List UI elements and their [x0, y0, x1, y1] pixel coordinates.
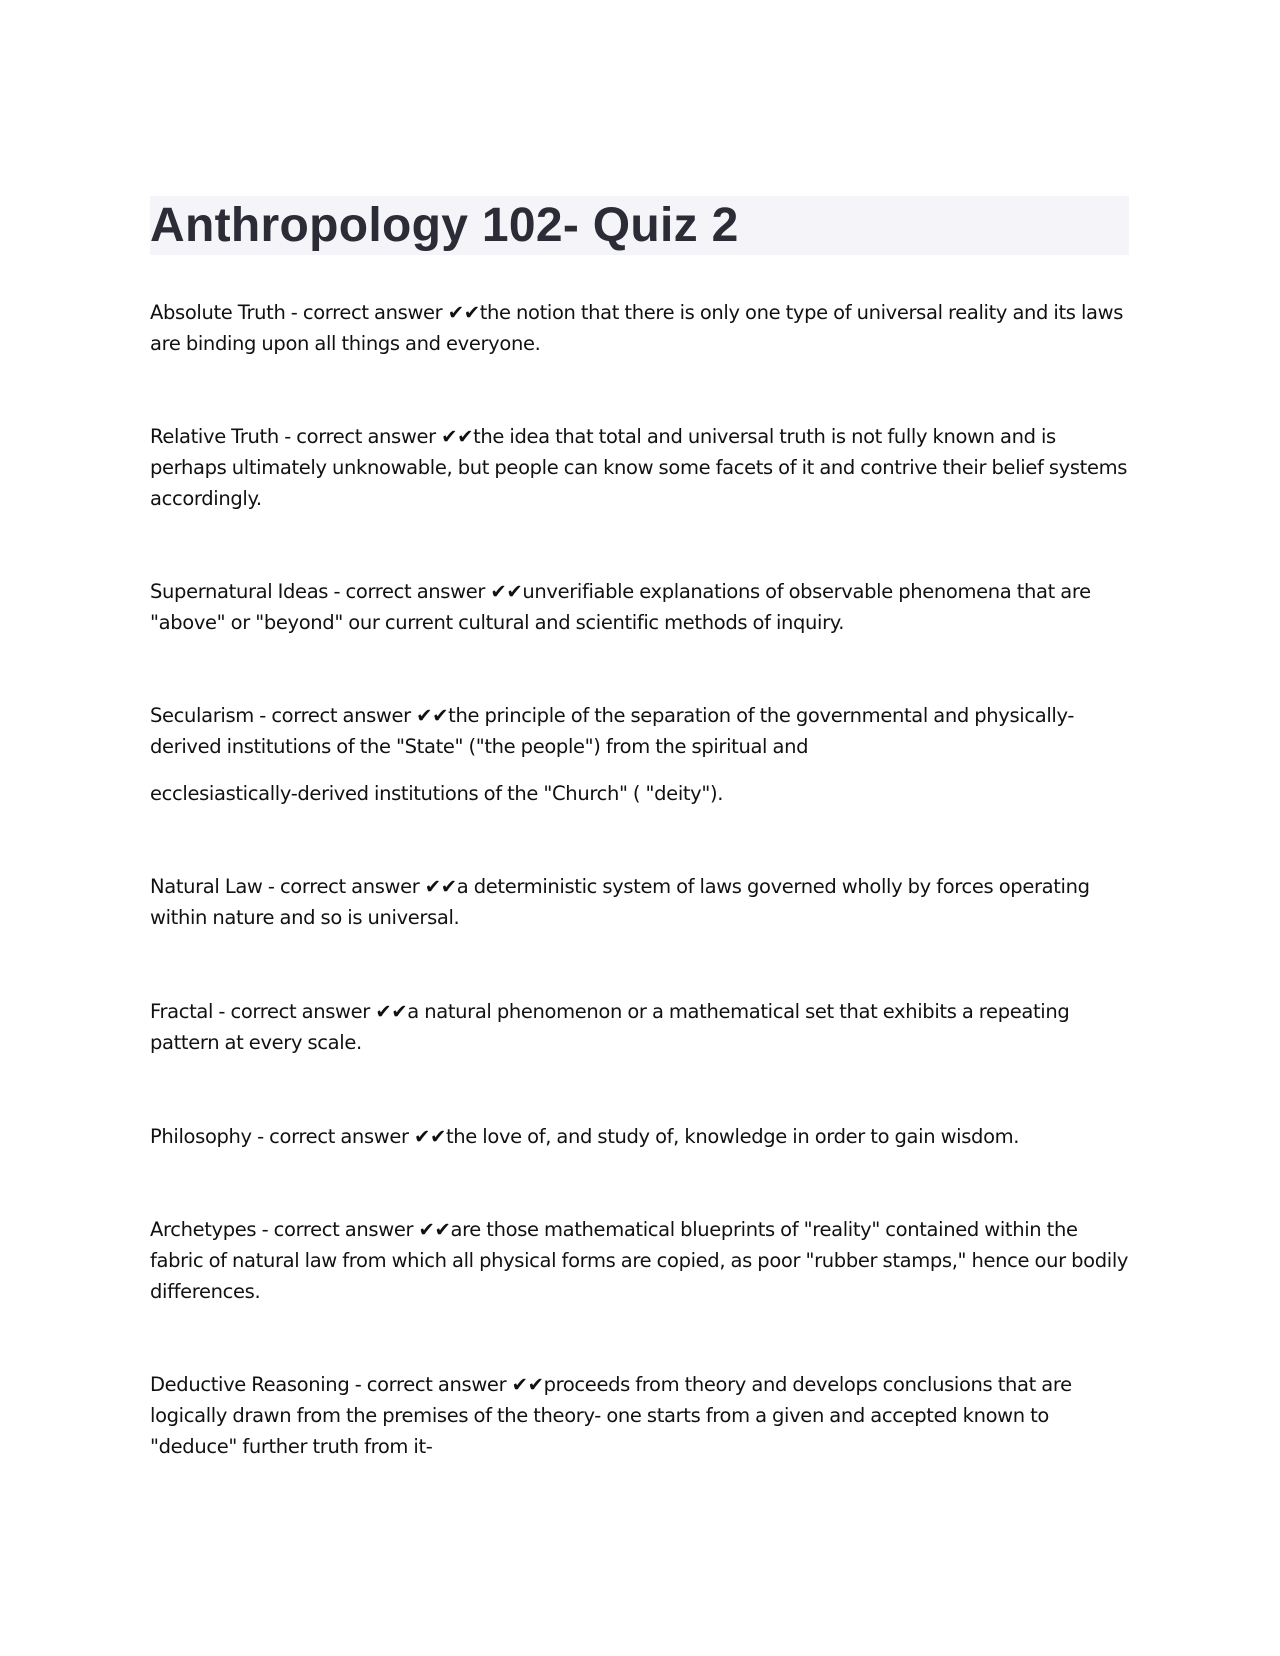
check-marks-icon: ✔✔	[408, 1125, 446, 1148]
check-marks-icon: ✔✔	[369, 1000, 408, 1023]
entry-term: Deductive Reasoning	[150, 1373, 350, 1396]
glossary-entry	[150, 871, 1130, 933]
entry-term: Secularism	[150, 704, 254, 727]
answer-marker: correct answer	[279, 875, 420, 898]
check-marks-icon: ✔✔	[419, 875, 457, 898]
page-title: Anthropology 102- Quiz 2	[150, 199, 739, 252]
check-marks-icon: ✔✔	[435, 425, 474, 448]
entry-definition: a natural phenomenon or a mathematical set that exhibits a repeating pattern at every scale.	[150, 1000, 1070, 1054]
entry-definition: a deterministic system of laws governed wholly by forces operating within nature and so is universal.	[150, 875, 1090, 929]
entry-separator: -	[328, 580, 346, 603]
glossary-entry	[150, 700, 1130, 809]
entry-separator: -	[213, 1000, 231, 1023]
glossary-entry	[150, 1121, 1130, 1152]
answer-marker: correct answer	[302, 301, 443, 324]
entry-definition: the notion that there is only one type of universal reality and its laws are binding upon all things and everyone.	[150, 301, 1124, 355]
entry-definition: the principle of the separation of the governmental and physically-derived institutions of the "State" ("the people") from the spiritual and	[150, 704, 1075, 758]
check-marks-icon: ✔✔	[485, 580, 523, 603]
entry-separator: -	[278, 425, 297, 448]
answer-marker: correct answer	[345, 580, 486, 603]
check-marks-icon: ✔✔	[506, 1373, 544, 1396]
answer-marker: correct answer	[296, 425, 436, 448]
glossary-entry	[150, 1214, 1130, 1307]
entry-separator: -	[256, 1218, 274, 1241]
entry-separator: -	[349, 1373, 367, 1396]
entry-term: Natural Law	[150, 875, 263, 898]
entry-separator: -	[251, 1125, 270, 1148]
answer-marker: correct answer	[269, 1125, 409, 1148]
glossary-entry	[150, 1369, 1130, 1462]
check-marks-icon: ✔✔	[413, 1218, 451, 1241]
answer-marker: correct answer	[366, 1373, 507, 1396]
glossary-entry	[150, 421, 1130, 514]
entry-continuation: ecclesiastically-derived institutions of the "Church" ( "deity").	[150, 782, 724, 805]
entry-term: Fractal	[150, 1000, 214, 1023]
answer-marker: correct answer	[271, 704, 411, 727]
entry-separator: -	[262, 875, 280, 898]
entry-term: Absolute Truth	[150, 301, 286, 324]
glossary-entry	[150, 576, 1130, 638]
entry-definition: are those mathematical blueprints of "reality" contained within the fabric of natural law from which all physical forms are copied, as poor "rubber stamps," hence our bodily differences.	[150, 1218, 1129, 1303]
entry-term: Supernatural Ideas	[150, 580, 329, 603]
entry-term: Archetypes	[150, 1218, 257, 1241]
check-marks-icon: ✔✔	[410, 704, 449, 727]
glossary-entry	[150, 297, 1130, 359]
entry-definition: proceeds from theory and develops conclusions that are logically drawn from the premises of the theory- one starts from a given and accepted known to "deduce" further truth from it-	[150, 1373, 1072, 1458]
entry-definition: the idea that total and universal truth is not fully known and is perhaps ultimately unknowable, but people can know some facets of it and contrive their belief systems accordingly.	[150, 425, 1128, 510]
entry-separator: -	[285, 301, 303, 324]
answer-marker: correct answer	[230, 1000, 370, 1023]
entry-term: Relative Truth	[150, 425, 279, 448]
glossary-entry	[150, 996, 1130, 1058]
check-marks-icon: ✔✔	[442, 301, 480, 324]
entry-term: Philosophy	[150, 1125, 252, 1148]
answer-marker: correct answer	[273, 1218, 414, 1241]
entry-definition: the love of, and study of, knowledge in order to gain wisdom.	[446, 1125, 1020, 1148]
entry-separator: -	[253, 704, 272, 727]
entry-definition: unverifiable explanations of observable phenomena that are "above" or "beyond" our current cultural and scientific methods of inquiry.	[150, 580, 1091, 634]
